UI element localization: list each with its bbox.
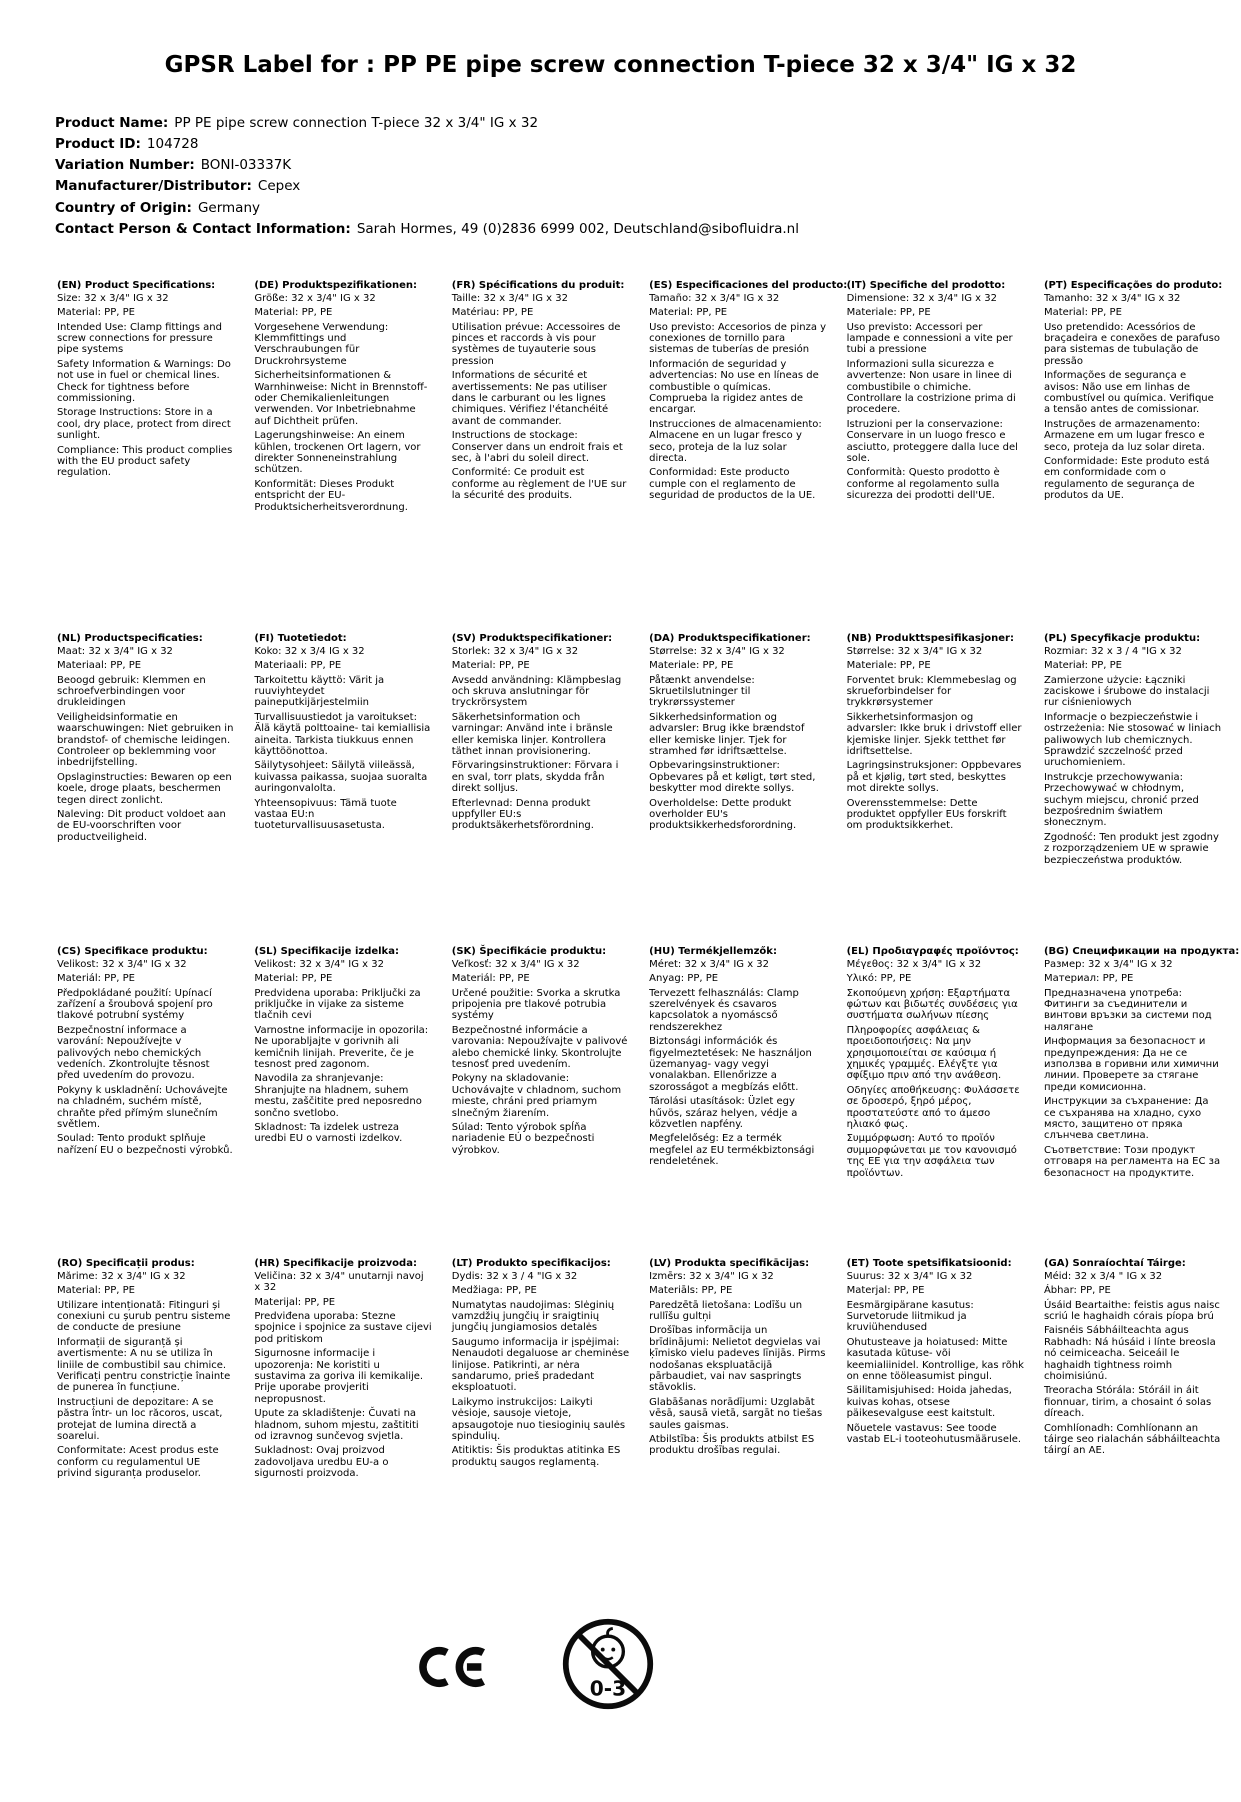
spec-line: Matériau: PP, PE xyxy=(451,307,534,319)
age-warning-label: 0-3 xyxy=(589,1676,627,1701)
spec-line: Materiał: PP, PE xyxy=(1043,660,1122,672)
language-block-es xyxy=(649,280,846,633)
language-block-hu xyxy=(649,946,846,1258)
spec-line: Saugumo informacija ir įspėjimai: Nenaudoti degaluose ar cheminėse linijose. Patikrinti, ar nėra sandarumo, prieš pradedant eksploatuoti. xyxy=(451,1336,630,1394)
spec-line: Material: PP, PE xyxy=(254,973,333,985)
spec-line: Sukladnost: Ovaj proizvod zadovoljava uredbu EU-a o sigurnosti proizvoda. xyxy=(254,1445,389,1480)
language-grid xyxy=(57,280,1241,1479)
spec-line: Beoogd gebruik: Klemmen en schroefverbindingen voor drukleidingen xyxy=(57,674,206,709)
spec-line: Tervezett felhasználás: Clamp szerelvények és csavaros kapcsolatok a nyomáscső rendszerekhez xyxy=(649,987,799,1033)
spec-line: Megfelelőség: Ez a termék megfelel az EU termékbiztonsági rendeletének. xyxy=(649,1133,815,1168)
spec-line: Инструкции за съхранение: Да се съхранява на хладно, сухо място, защитено от пряка слънчева светлина. xyxy=(1043,1096,1209,1142)
spec-line: Atbilstība: Šis produkts atbilst ES produktu drošības regulai. xyxy=(649,1433,815,1457)
spec-line: Informazioni sulla sicurezza e avvertenze: Non usare in linee di combustibile o chimiche. Controllare la costrizione prima di procedere. xyxy=(846,358,1016,416)
spec-line: Størrelse: 32 x 3/4" IG x 32 xyxy=(846,645,983,657)
spec-line: Materiaali: PP, PE xyxy=(254,660,342,672)
product-field-value: BONI-03337K xyxy=(200,157,292,174)
spec-line: Uso previsto: Accessori per lampade e connessioni a vite per tubi a pressione xyxy=(846,321,1013,356)
spec-line: Instrukcje przechowywania: Przechowywać w chłodnym, suchym miejscu, chronić przed bezpośrednim światłem słonecznym. xyxy=(1043,771,1199,829)
spec-line: Material: PP, PE xyxy=(649,307,728,319)
spec-line: Vorgesehene Verwendung: Klemmfittings und Verschraubungen für Druckrohrsysteme xyxy=(254,321,389,367)
spec-line: Materijal: PP, PE xyxy=(254,1296,336,1308)
product-field-value: Germany xyxy=(197,199,260,216)
spec-line: Veličina: 32 x 3/4" unutarnji navoj x 32 xyxy=(254,1270,424,1294)
product-field-row xyxy=(55,155,1241,176)
spec-line: Zgodność: Ten produkt jest zgodny z rozporządzeniem UE w sprawie bezpieczeństwa produktów. xyxy=(1043,831,1219,866)
language-block-el xyxy=(847,946,1044,1258)
product-field-label: Product Name: xyxy=(55,114,169,131)
spec-line: Upute za skladištenje: Čuvati na hladnom, suhom mjestu, zaštititi od izravnog sunčevog svjetla. xyxy=(254,1408,419,1442)
spec-line: Informations de sécurité et avertissements: Ne pas utiliser dans le carburant ou les lignes chimiques. Vérifiez l'étanchéité avant de commander. xyxy=(451,370,609,427)
product-field-label: Product ID: xyxy=(55,135,141,152)
spec-line: Pokyny na skladovanie: Uchovávajte v chladnom, suchom mieste, chráni pred priamym slnečným žiarením. xyxy=(451,1073,622,1119)
language-heading: (LT) Produkto specifikacijos: xyxy=(451,1258,611,1270)
spec-line: Conformitate: Acest produs este conform cu regulamentul UE privind siguranța produselor. xyxy=(57,1445,219,1480)
spec-line: Navodila za shranjevanje: Shranjujte na hladnem, suhem mestu, zaščitite pred neposredno sončno svetlobo. xyxy=(254,1073,422,1119)
spec-line: Instruções de armazenamento: Armazene em um lugar fresco e seco, proteja da luz solar direta. xyxy=(1043,418,1205,453)
spec-line: Storlek: 32 x 3/4" IG x 32 xyxy=(451,645,579,657)
language-heading: (CS) Specifikace produktu: xyxy=(57,946,208,958)
spec-line: Lagerungshinweise: An einem kühlen, trockenen Ort lagern, vor direkter Sonneneinstrahlung schützen. xyxy=(254,430,421,476)
spec-line: Velikost: 32 x 3/4" IG x 32 xyxy=(57,958,187,970)
language-block-nl xyxy=(57,633,254,946)
spec-line: Forventet bruk: Klemmebeslag og skrueforbindelser for trykkrørsystemer xyxy=(846,674,1017,709)
language-heading: (HR) Specifikacije proizvoda: xyxy=(254,1258,417,1270)
language-block-pt xyxy=(1044,280,1241,633)
spec-line: Lagringsinstruksjoner: Oppbevares på et kjølig, tørt sted, beskyttes mot direkte sollys. xyxy=(846,760,1022,795)
spec-line: Treoracha Stórála: Stóráil in áit fionnuar, tirim, a chosaint ó solas díreach. xyxy=(1043,1385,1212,1420)
spec-line: Predvidena uporaba: Priključki za priključke in vijake za sisteme tlačnih cevi xyxy=(254,987,421,1022)
language-block-da xyxy=(649,633,846,946)
language-heading: (HU) Termékjellemzők: xyxy=(649,946,777,958)
language-heading: (NB) Produkttspesifikasjoner: xyxy=(846,633,1014,645)
language-heading: (NL) Productspecificaties: xyxy=(57,633,203,645)
product-info xyxy=(55,113,1241,241)
spec-line: Размер: 32 x 3/4" IG x 32 xyxy=(1043,958,1173,970)
product-field-row xyxy=(55,134,1241,155)
spec-line: Materiale: PP, PE xyxy=(649,660,734,672)
language-heading: (DA) Produktspecifikationer: xyxy=(649,633,811,645)
spec-line: Paredzētā lietošana: Lodīšu un rullīšu gultņi xyxy=(649,1299,803,1323)
product-field-value: 104728 xyxy=(146,135,199,152)
spec-line: Izmērs: 32 x 3/4" IG x 32 xyxy=(649,1270,774,1282)
spec-line: Atitiktis: Šis produktas atitinka ES produktų saugos reglamentą. xyxy=(451,1445,621,1468)
spec-line: Υλικό: PP, PE xyxy=(846,973,912,985)
spec-line: Opslaginstructies: Bewaren op een koele, droge plaats, beschermen tegen direct zonlicht. xyxy=(57,771,232,806)
spec-line: Informații de siguranță și avertismente: A nu se utiliza în liniile de combustibil sau chimice. Verificați pentru constricție înainte de punerea în funcțiune. xyxy=(57,1336,231,1394)
spec-line: Materiál: PP, PE xyxy=(57,973,135,985)
spec-line: Naleving: Dit product voldoet aan de EU-voorschriften voor productveiligheid. xyxy=(57,808,226,843)
spec-line: Materiale: PP, PE xyxy=(846,307,931,319)
spec-line: Size: 32 x 3/4" IG x 32 xyxy=(57,292,169,304)
spec-line: Skladnost: Ta izdelek ustreza uredbi EU o varnosti izdelkov. xyxy=(254,1121,403,1145)
spec-line: Größe: 32 x 3/4" IG x 32 xyxy=(254,292,376,304)
spec-line: Drošības informācija un brīdinājumi: Nelietot degvielas vai ķīmisko vielu padeves līnijās. Pirms nodošanas ekspluatācijā pārbaudiet, vai nav saspringts stāvoklis. xyxy=(649,1325,826,1394)
language-block-de xyxy=(254,280,451,633)
spec-line: Conformidad: Este producto cumple con el reglamento de seguridad de productos de la UE. xyxy=(649,467,816,502)
spec-line: Sicherheitsinformationen & Warnhinweise: Nicht in Brennstoff- oder Chemikalienleitungen verwenden. Vor Inbetriebnahme auf Dichtheit prüfen. xyxy=(254,370,428,427)
spec-line: Utilisation prévue: Accessoires de pinces et raccords à vis pour systèmes de tuyauterie sous pression xyxy=(451,321,621,367)
spec-line: Efterlevnad: Denna produkt uppfyller EU:s produktsäkerhetsförordning. xyxy=(451,797,594,832)
language-block-nb xyxy=(847,633,1044,946)
language-heading: (BG) Спецификации на продукта: xyxy=(1043,946,1240,958)
spec-line: Zamierzone użycie: Łączniki zaciskowe i śrubowe do instalacji rur ciśnieniowych xyxy=(1043,674,1210,709)
language-heading: (PT) Especificações do produto: xyxy=(1043,280,1223,292)
spec-line: Materiál: PP, PE xyxy=(451,973,530,985)
spec-line: Numatytas naudojimas: Slėginių vamzdžių jungčių ir sraigtinių jungčių jungiamosios detalės xyxy=(451,1299,615,1334)
spec-line: Nõuetele vastavus: See toode vastab EL-i tooteohutusmäärusele. xyxy=(846,1422,1022,1445)
product-field-row xyxy=(55,176,1241,197)
spec-line: Material: PP, PE xyxy=(254,307,333,319)
spec-line: Sikkerhedsinformation og advarsler: Brug ikke brændstof eller kemiske linjer. Tjek for stramhed før idriftsættelse. xyxy=(649,711,805,757)
spec-line: Säilitamisjuhised: Hoida jahedas, kuivas kohas, otsese päikesevalguse eest kaitstult. xyxy=(846,1385,1012,1420)
spec-line: Instructions de stockage: Conserver dans un endroit frais et sec, à l'abri du soleil direct. xyxy=(451,430,623,464)
language-block-hr xyxy=(254,1258,451,1479)
language-heading: (ES) Especificaciones del producto: xyxy=(649,280,848,292)
spec-line: Material: PP, PE xyxy=(451,660,530,672)
spec-line: Material: PP, PE xyxy=(57,307,135,319)
spec-line: Bezpečnostné informácie a varovania: Nepoužívajte v palivové alebo chemické linky. Skontrolujte tesnosť pred uvedením. xyxy=(451,1024,628,1070)
spec-line: Информация за безопасност и предупреждения: Да не се използва в горивни или химични линии. Проверете за стягане преди комисионна. xyxy=(1043,1036,1219,1093)
spec-line: Material: PP, PE xyxy=(1043,307,1122,319)
spec-line: Veiligheidsinformatie en waarschuwingen: Niet gebruiken in brandstof- of chemische leidingen. Controleer op beklemming voor inbedrijfstelling. xyxy=(57,711,234,769)
spec-line: Conformità: Questo prodotto è conforme al regolamento sulla sicurezza dei prodotti dell'UE. xyxy=(846,467,1000,502)
spec-line: Instrucciones de almacenamiento: Almacene en un lugar fresco y seco, proteja de la luz solar directa. xyxy=(649,418,822,464)
spec-line: Velikost: 32 x 3/4" IG x 32 xyxy=(254,958,384,970)
product-field-row xyxy=(55,219,1241,240)
spec-line: Faisnéis Sábháilteachta agus Rabhadh: Ná húsáid i línte breosla nó ceimiceacha. Seiceáil le haghaidh tightness roimh choimisiúnú. xyxy=(1043,1325,1216,1382)
language-heading: (SL) Specifikacije izdelka: xyxy=(254,946,399,958)
product-field-label: Manufacturer/Distributor: xyxy=(55,178,252,195)
language-block-lt xyxy=(452,1258,649,1479)
spec-line: Safety Information & Warnings: Do not use in fuel or chemical lines. Check for tightness before commissioning. xyxy=(57,358,231,404)
age-warning-0-3-icon xyxy=(560,1616,656,1716)
language-block-en xyxy=(57,280,254,633)
spec-line: Bezpečnostní informace a varování: Nepoužívejte v palivových nebo chemických vedeních. Zkontrolujte těsnost před uvedením do provozu. xyxy=(57,1024,210,1082)
product-field-row xyxy=(55,198,1241,219)
spec-line: Påtænkt anvendelse: Skruetilslutninger til trykrørssystemer xyxy=(649,674,755,709)
spec-line: Soulad: Tento produkt splňuje nařízení EU o bezpečnosti výrobků. xyxy=(57,1133,233,1156)
spec-line: Utilizare intenționată: Fitinguri și conexiuni cu șurub pentru sisteme de conducte de presiune xyxy=(57,1299,231,1334)
spec-line: Материал: PP, PE xyxy=(1043,973,1134,985)
spec-line: Avsedd användning: Klämpbeslag och skruva anslutningar för tryckrörsystem xyxy=(451,674,622,709)
language-block-bg xyxy=(1044,946,1241,1258)
spec-line: Varnostne informacije in opozorila: Ne uporabljajte v gorivnih ali kemičnih linijah. Preverite, če je tesnost pred zagonom. xyxy=(254,1024,429,1070)
spec-line: Conformité: Ce produit est conforme au règlement de l'UE sur la sécurité des produits. xyxy=(451,467,627,502)
spec-line: Instrucțiuni de depozitare: A se păstra într- un loc răcoros, uscat, protejat de lumina directă a soarelui. xyxy=(57,1396,223,1442)
spec-line: Určené použitie: Svorka a skrutka pripojenia pre tlakové potrubia systémy xyxy=(451,987,621,1022)
language-heading: (PL) Specyfikacje produktu: xyxy=(1043,633,1201,645)
product-field-row xyxy=(55,113,1241,134)
spec-line: Istruzioni per la conservazione: Conservare in un luogo fresco e asciutto, proteggere dalla luce del sole. xyxy=(846,418,1018,464)
spec-line: Οδηγίες αποθήκευσης: Φυλάσσετε σε δροσερό, ξηρό μέρος, προστατεύστε από το άμεσο ηλιακό φως. xyxy=(846,1084,1020,1130)
spec-line: Συμμόρφωση: Αυτό το προϊόν συμμορφώνεται με τον κανονισμό της ΕΕ για την ασφάλεια των προϊόντων. xyxy=(846,1133,1017,1179)
spec-line: Overensstemmelse: Dette produktet oppfyller EUs forskrift om produktsikkerhet. xyxy=(846,797,1007,832)
language-block-fr xyxy=(452,280,649,633)
spec-line: Konformität: Dieses Produkt entspricht der EU-Produktsicherheitsverordnung. xyxy=(254,478,408,513)
spec-line: Materiale: PP, PE xyxy=(846,660,931,672)
spec-line: Yhteensopivuus: Tämä tuote vastaa EU:n tuoteturvallisuusasetusta. xyxy=(254,797,397,832)
spec-line: Pokyny k uskladnění: Uchovávejte na chladném, suchém místě, chraňte před přímým slunečním světlem. xyxy=(57,1084,228,1130)
language-block-sv xyxy=(452,633,649,946)
spec-line: Säkerhetsinformation och varningar: Använd inte i bränsle eller kemiska linjer. Kontrollera täthet innan provisionering. xyxy=(451,711,613,757)
product-field-label: Country of Origin: xyxy=(55,199,192,216)
spec-line: Comhlíonadh: Comhlíonann an táirge seo rialachán sábháilteachta táirgí an AE. xyxy=(1043,1422,1221,1457)
language-heading: (ET) Toote spetsifikatsioonid: xyxy=(846,1258,1012,1270)
spec-line: Μέγεθος: 32 x 3/4" IG x 32 xyxy=(846,958,982,970)
language-heading: (SK) Špecifikácie produktu: xyxy=(451,946,607,958)
spec-line: Eesmärgipärane kasutus: Survetorude liitmikud ja kruviühendused xyxy=(846,1299,974,1334)
page-title: GPSR Label for : PP PE pipe screw connection T-piece 32 x 3/4" IG x 32 xyxy=(164,52,1077,78)
spec-line: Størrelse: 32 x 3/4" IG x 32 xyxy=(649,645,785,657)
spec-line: Laikymo instrukcijos: Laikyti vėsioje, sausoje vietoje, apsaugotoje nuo tiesioginių saulės spindulių. xyxy=(451,1396,626,1442)
language-heading: (FI) Tuotetiedot: xyxy=(254,633,347,645)
language-block-lv xyxy=(649,1258,846,1479)
language-heading: (SV) Produktspecifikationer: xyxy=(451,633,613,645)
language-heading: (EL) Προδιαγραφές προϊόντος: xyxy=(846,946,1019,958)
spec-line: Tárolási utasítások: Üzlet egy hűvös, száraz helyen, védje a közvetlen napfény. xyxy=(649,1096,798,1130)
spec-line: Informacje o bezpieczeństwie i ostrzeżenia: Nie stosować w liniach paliwowych lub chemicznych. Sprawdzić szczelność przed uruchomieniem. xyxy=(1043,711,1222,769)
spec-line: Materjal: PP, PE xyxy=(846,1285,925,1297)
spec-line: Predviđena uporaba: Stezne spojnice i spojnice za sustave cijevi pod pritiskom xyxy=(254,1311,432,1345)
product-field-value: Sarah Hormes, 49 (0)2836 6999 002, Deutschland@sibofluidra.nl xyxy=(356,221,799,238)
spec-line: Compliance: This product complies with the EU product safety regulation. xyxy=(57,444,233,479)
spec-line: Informações de segurança e avisos: Não use em linhas de combustível ou química. Verifique a tensão antes de comissionar. xyxy=(1043,370,1214,416)
spec-line: Anyag: PP, PE xyxy=(649,973,719,985)
spec-line: Tarkoitettu käyttö: Värit ja ruuviyhteydet paineputkijärjestelmiin xyxy=(254,674,385,709)
spec-line: Uso previsto: Accesorios de pinza y conexiones de tornillo para sistemas de tuberías de presión xyxy=(649,321,827,356)
spec-line: Säilytysohjeet: Säilytä viileässä, kuivassa paikassa, suojaa suoralta auringonvalolta. xyxy=(254,760,428,795)
language-heading: (DE) Produktspezifikationen: xyxy=(254,280,418,292)
spec-line: Úsáid Beartaithe: feistis agus naisc scriú le haghaidh córais píopa brú xyxy=(1043,1299,1220,1323)
spec-line: Veľkosť: 32 x 3/4" IG x 32 xyxy=(451,958,580,970)
spec-line: Ábhar: PP, PE xyxy=(1043,1285,1111,1297)
spec-line: Tamanho: 32 x 3/4" IG x 32 xyxy=(1043,292,1181,304)
spec-line: Overholdelse: Dette produkt overholder EU's produktsikkerhedsforordning. xyxy=(649,797,797,832)
spec-line: Sikkerhetsinformasjon og advarsler: Ikke bruk i drivstoff eller kjemiske linjer. Sjekk tetthet før idriftsettelse. xyxy=(846,711,1022,757)
language-block-sl xyxy=(254,946,451,1258)
language-heading: (IT) Specifiche del prodotto: xyxy=(846,280,1006,292)
language-heading: (GA) Sonraíochtaí Táirge: xyxy=(1043,1258,1186,1270)
spec-line: Súlad: Tento výrobok spĺňa nariadenie EÚ o bezpečnosti výrobkov. xyxy=(451,1121,595,1156)
spec-line: Material: PP, PE xyxy=(57,1285,135,1297)
spec-line: Předpokládané použití: Upínací zařízení a šroubová spojení pro tlakové potrubní systémy xyxy=(57,987,213,1022)
spec-line: Taille: 32 x 3/4" IG x 32 xyxy=(451,292,568,304)
language-heading: (EN) Product Specifications: xyxy=(57,280,216,292)
product-field-value: PP PE pipe screw connection T-piece 32 x 3/4" IG x 32 xyxy=(174,114,539,131)
language-heading: (LV) Produkta specifikācijas: xyxy=(649,1258,810,1270)
spec-line: Mărime: 32 x 3/4" IG x 32 xyxy=(57,1270,186,1282)
spec-line: Storage Instructions: Store in a cool, dry place, protect from direct sunlight. xyxy=(57,407,231,442)
spec-line: Tamaño: 32 x 3/4" IG x 32 xyxy=(649,292,780,304)
spec-line: Ohutusteave ja hoiatused: Mitte kasutada kütuse- või keemialiinidel. Kontrollige, kas rõhk on enne tööleasumist pingul. xyxy=(846,1336,1024,1382)
language-heading: (RO) Specificații produs: xyxy=(57,1258,195,1270)
language-block-pl xyxy=(1044,633,1241,946)
spec-line: Materiāls: PP, PE xyxy=(649,1285,733,1297)
spec-line: Förvaringsinstruktioner: Förvara i en sval, torr plats, skydda från direkt solljus. xyxy=(451,760,619,795)
spec-line: Предназначена употреба: Фитинги за съединители и винтови връзки за системи под налягане xyxy=(1043,987,1212,1033)
ce-mark-icon xyxy=(418,1646,487,1692)
spec-line: Méid: 32 x 3/4 " IG x 32 xyxy=(1043,1270,1163,1282)
spec-line: Materiaal: PP, PE xyxy=(57,660,142,672)
product-field-value: Cepex xyxy=(257,178,301,195)
language-block-fi xyxy=(254,633,451,946)
spec-line: Medžiaga: PP, PE xyxy=(451,1285,537,1297)
spec-line: Intended Use: Clamp fittings and screw connections for pressure pipe systems xyxy=(57,321,222,356)
spec-line: Información de seguridad y advertencias: No use en líneas de combustible o químicas. Comprueba la rigidez antes de encargar. xyxy=(649,358,819,416)
spec-line: Rozmiar: 32 x 3 / 4 "IG x 32 xyxy=(1043,645,1182,657)
language-block-sk xyxy=(452,946,649,1258)
language-block-cs xyxy=(57,946,254,1258)
footer xyxy=(0,1608,1241,1728)
spec-line: Sigurnosne informacije i upozorenja: Ne koristiti u sustavima za goriva ili kemikalije. Prije uporabe provjeriti nepropusnost. xyxy=(254,1348,424,1405)
spec-line: Maat: 32 x 3/4" IG x 32 xyxy=(57,645,173,657)
spec-line: Glabāšanas norādījumi: Uzglabāt vēsā, sausā vietā, sargāt no tiešas saules gaismas. xyxy=(649,1396,823,1431)
spec-line: Suurus: 32 x 3/4" IG x 32 xyxy=(846,1270,973,1282)
spec-line: Σκοπούμενη χρήση: Εξαρτήματα φώτων και βιδωτές συνδέσεις για συστήματα σωλήνων πίεσης xyxy=(846,987,1018,1022)
spec-line: Turvallisuustiedot ja varoitukset: Älä käytä polttoaine- tai kemiallisia aineita. Tarkista tiukkuus ennen käyttöönottoa. xyxy=(254,711,431,757)
spec-line: Méret: 32 x 3/4" IG x 32 xyxy=(649,958,770,970)
spec-line: Dydis: 32 x 3 / 4 "IG x 32 xyxy=(451,1270,578,1282)
language-heading: (FR) Spécifications du produit: xyxy=(451,280,625,292)
spec-line: Conformidade: Este produto está em conformidade com o regulamento de segurança de produtos da UE. xyxy=(1043,455,1210,502)
language-block-ro xyxy=(57,1258,254,1479)
language-block-ga xyxy=(1044,1258,1241,1479)
spec-line: Biztonsági információk és figyelmeztetések: Ne használjon üzemanyag- vagy vegyi vonalakban. Ellenőrizze a szorosságot a megbízás előtt. xyxy=(649,1036,812,1093)
spec-line: Opbevaringsinstruktioner: Opbevares på et køligt, tørt sted, beskytter mod direkte sollys. xyxy=(649,760,816,795)
spec-line: Съответствие: Този продукт отговаря на регламента на ЕС за безопасност на продуктите. xyxy=(1043,1144,1221,1179)
spec-line: Uso pretendido: Acessórios de braçadeira e conexões de parafuso para sistemas de tubulação de pressão xyxy=(1043,321,1220,367)
spec-line: Πληροφορίες ασφάλειας & προειδοποιήσεις: Να μην χρησιμοποιείται σε καύσιμα ή χημικές γραμμές. Ελέγξτε για σφίξιμο πριν από την ανάθεση. xyxy=(846,1024,1002,1082)
product-field-label: Variation Number: xyxy=(55,157,195,174)
language-block-et xyxy=(847,1258,1044,1479)
product-field-label: Contact Person & Contact Information: xyxy=(55,221,351,238)
language-block-it xyxy=(847,280,1044,633)
spec-line: Koko: 32 x 3/4 IG x 32 xyxy=(254,645,365,657)
spec-line: Dimensione: 32 x 3/4" IG x 32 xyxy=(846,292,997,304)
